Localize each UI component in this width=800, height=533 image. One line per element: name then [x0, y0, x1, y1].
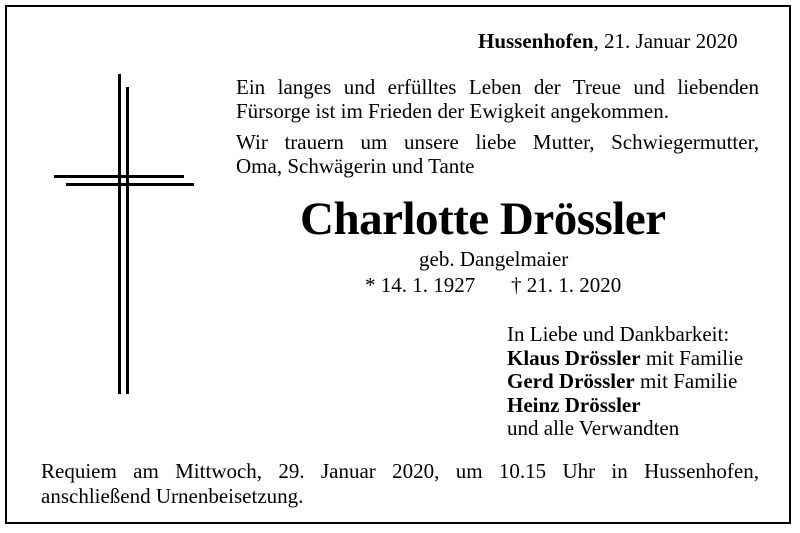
cross-horizontal-line-bottom — [66, 183, 194, 186]
mourning-line-2: Oma, Schwägerin und Tante — [236, 154, 475, 178]
cross-horizontal-line-top — [54, 175, 184, 178]
death-date: † 21. 1. 2020 — [511, 273, 622, 297]
mourner-entry — [507, 347, 743, 371]
funeral-line-2: anschließend Urnenbeisetzung. — [41, 484, 304, 508]
place-name: Hussenhofen — [478, 29, 594, 53]
cross-vertical-line-right — [126, 87, 129, 394]
intro-line-1: Ein langes und erfülltes Leben der Treue und liebenden — [236, 75, 759, 99]
mourner-entry — [507, 394, 743, 418]
intro-paragraph — [236, 75, 759, 123]
publication-date: , 21. Januar 2020 — [593, 29, 738, 53]
mourner-name: Klaus Drössler — [507, 345, 641, 370]
intro-line-2: Fürsorge ist im Frieden der Ewigkeit angekommen. — [236, 99, 669, 123]
maiden-name: geb. Dangelmaier — [419, 247, 569, 271]
mourner-name: Heinz Drössler — [507, 392, 641, 417]
cross-vertical-line-left — [118, 74, 121, 394]
funeral-notice — [41, 459, 759, 509]
mourners-intro: In Liebe und Dankbarkeit: — [507, 322, 730, 346]
mourner-entry — [507, 370, 743, 394]
mourning-line-1: Wir trauern um unsere liebe Mutter, Schwiegermutter, — [236, 130, 759, 154]
mourners-closing: und alle Verwandten — [507, 416, 680, 440]
mourner-suffix: mit Familie — [634, 369, 738, 393]
mourner-suffix: mit Familie — [640, 345, 744, 370]
funeral-line-1: Requiem am Mittwoch, 29. Januar 2020, um 10.15 Uhr in Hussenhofen, — [41, 459, 759, 483]
birth-date: * 14. 1. 1927 — [365, 273, 476, 297]
deceased-name: Charlotte Drössler — [300, 193, 666, 245]
mourners-block — [507, 323, 743, 441]
mourning-paragraph — [236, 130, 759, 178]
mourner-name: Gerd Drössler — [507, 369, 635, 393]
place-date — [478, 31, 738, 52]
